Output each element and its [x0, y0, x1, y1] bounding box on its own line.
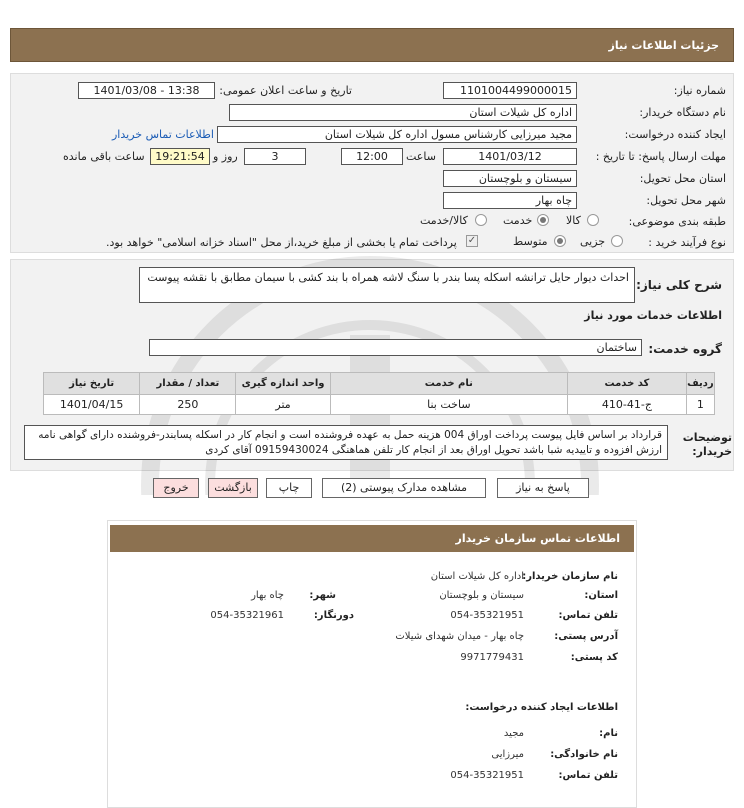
cell-date: 1401/04/15: [44, 395, 140, 415]
contact-address-label: آدرس پستی:: [554, 631, 618, 642]
col-unit: واحد اندازه گیری: [236, 373, 330, 395]
process-medium-radio[interactable]: [554, 235, 566, 247]
deadline-date-field: 1401/03/12: [443, 148, 577, 165]
contact-postal-label: کد پستی:: [570, 652, 618, 663]
process-medium-label: متوسط: [513, 235, 548, 248]
col-name: نام خدمت: [330, 373, 567, 395]
cell-name: ساخت بنا: [330, 395, 567, 415]
city-label: شهر محل تحویل:: [646, 194, 726, 207]
creator-name-value: مجید: [503, 728, 524, 739]
contact-phone-value: 054-35321951: [450, 610, 524, 621]
exit-button[interactable]: خروج: [153, 478, 199, 498]
reply-button[interactable]: پاسخ به نیاز: [497, 478, 589, 498]
category-both-label: کالا/خدمت: [420, 214, 468, 227]
category-service-label: خدمت: [503, 214, 533, 227]
payment-note: پرداخت تمام یا بخشی از مبلغ خرید،از محل "اسناد خزانه اسلامی" خواهد بود.: [106, 236, 457, 249]
contact-title: اطلاعات تماس سازمان خریدار: [455, 532, 620, 545]
category-goods-radio[interactable]: [587, 214, 599, 226]
services-table: [43, 372, 715, 415]
cell-code: ج-41-410: [568, 395, 687, 415]
buyer-notes-label: توضیحات خریدار:: [682, 431, 732, 458]
creator-family-label: نام خانوادگی:: [550, 749, 618, 760]
contact-address-value: چاه بهار - میدان شهدای شیلات: [395, 631, 524, 642]
cell-unit: متر: [236, 395, 330, 415]
contact-city-label: شهر:: [309, 590, 336, 601]
creator-field: مجید میرزایی کارشناس مسول اداره کل شیلات استان: [217, 126, 577, 143]
contact-header: [110, 525, 634, 552]
page-header: [10, 28, 734, 62]
col-date: تاریخ نیاز: [44, 373, 140, 395]
category-both-radio[interactable]: [475, 214, 487, 226]
province-label: استان محل تحویل:: [639, 172, 726, 185]
creator-label: ایجاد کننده درخواست:: [624, 128, 726, 141]
contact-province-value: سیستان و بلوچستان: [439, 590, 524, 601]
announce-label: تاریخ و ساعت اعلان عمومی:: [219, 84, 352, 97]
page-title: جزئیات اطلاعات نیاز: [608, 39, 719, 52]
remaining-time-field: 19:21:54: [150, 148, 210, 165]
col-code: کد خدمت: [568, 373, 687, 395]
col-row: ردیف: [686, 373, 714, 395]
process-minor-label: جزیی: [580, 235, 606, 248]
category-service-radio[interactable]: [537, 214, 549, 226]
buyer-contact-link[interactable]: اطلاعات تماس خریدار: [112, 128, 214, 141]
buyer-field: اداره کل شیلات استان: [229, 104, 577, 121]
buyer-label: نام دستگاه خریدار:: [639, 106, 726, 119]
deadline-label: مهلت ارسال پاسخ: تا تاریخ :: [595, 150, 726, 163]
contact-city-value: چاه بهار: [251, 590, 284, 601]
deadline-time-label: ساعت: [406, 150, 436, 163]
print-button[interactable]: چاپ: [266, 478, 312, 498]
service-group-label: گروه خدمت:: [648, 342, 722, 356]
contact-panel: [107, 520, 637, 808]
table-row: [44, 395, 715, 415]
service-group-field: ساختمان: [149, 339, 642, 356]
province-field: سیستان و بلوچستان: [443, 170, 577, 187]
need-desc-label: شرح کلی نیاز:: [636, 278, 722, 292]
contact-fax-label: دورنگار:: [313, 610, 354, 621]
contact-postal-value: 9971779431: [460, 652, 524, 663]
contact-province-label: استان:: [584, 590, 618, 601]
col-qty: تعداد / مقدار: [140, 373, 236, 395]
creator-family-value: میرزایی: [491, 749, 524, 760]
contact-fax-value: 054-35321961: [210, 610, 284, 621]
contact-org-label: نام سازمان خریدار:: [522, 571, 618, 582]
category-goods-label: کالا: [566, 214, 581, 227]
process-label: نوع فرآیند خرید :: [648, 236, 726, 249]
remaining-label: ساعت باقی مانده: [63, 150, 145, 163]
services-title: اطلاعات خدمات مورد نیاز: [584, 309, 722, 322]
days-field: 3: [244, 148, 306, 165]
deadline-time-field: 12:00: [341, 148, 403, 165]
creator-info-title: اطلاعات ایجاد کننده درخواست:: [465, 702, 618, 713]
table-header-row: [44, 373, 715, 395]
treasury-checkbox[interactable]: ✓: [467, 235, 477, 246]
buyer-notes-field: قرارداد بر اساس فایل پیوست پرداخت اوراق 004 هزینه حمل به عهده فروشنده است و انجام کار در اسکله پسابندر-فروشنده دارای گواهی نامه ارزش افزوده و تاییدیه شبا باشد تحویل اوراق بعد از انجام کار تلفن هماهنگی 09159430024 آقای کردی: [24, 425, 668, 460]
need-desc-field: احداث دیوار حایل ترانشه اسکله پسا بندر با سنگ لاشه همراه با بند کشی با سیمان مطابق با نقشه پیوست: [139, 267, 635, 303]
need-number-field: 1101004499000015: [443, 82, 577, 99]
contact-org-value: اداره کل شیلات استان: [430, 571, 524, 582]
creator-phone-label: تلفن تماس:: [558, 770, 618, 781]
back-button[interactable]: بازگشت: [208, 478, 258, 498]
city-field: چاه بهار: [443, 192, 577, 209]
contact-phone-label: تلفن تماس:: [558, 610, 618, 621]
process-minor-radio[interactable]: [611, 235, 623, 247]
category-label: طبقه بندی موضوعی:: [628, 215, 726, 228]
creator-name-label: نام:: [599, 728, 618, 739]
view-docs-button[interactable]: مشاهده مدارک پیوستی (2): [322, 478, 486, 498]
need-number-label: شماره نیاز:: [673, 84, 726, 97]
cell-row: 1: [686, 395, 714, 415]
cell-qty: 250: [140, 395, 236, 415]
creator-phone-value: 054-35321951: [450, 770, 524, 781]
days-label: روز و: [213, 150, 238, 163]
announce-field: 1401/03/08 - 13:38: [78, 82, 215, 99]
